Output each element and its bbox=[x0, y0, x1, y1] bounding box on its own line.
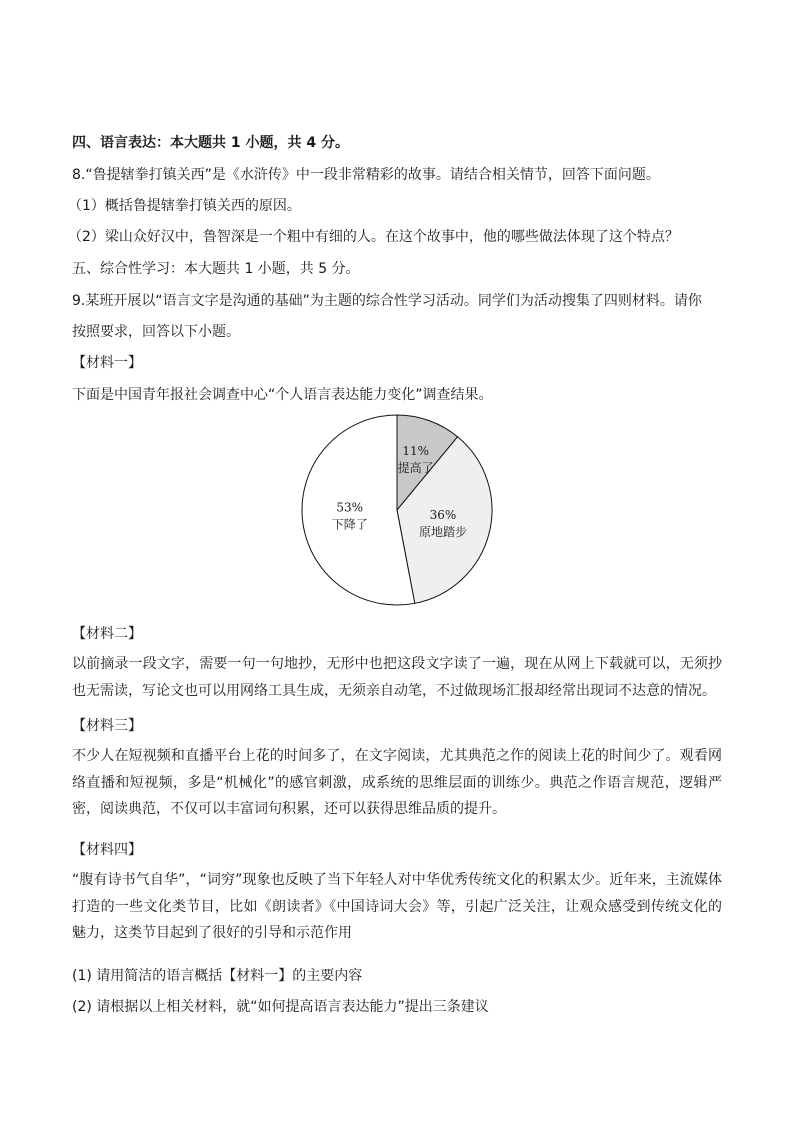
material-3-text: 不少人在短视频和直播平台上花的时间多了，在文字阅读，尤其典范之作的阅读上花的时间少了。观看网络直播和短视频，多是“机械化”的感官刺激，成系统的思维层面的训练少。典范之作语言规范，逻辑严密，阅读典范，不仅可以丰富词句积累，还可以获得思维品质的提升。 bbox=[72, 748, 722, 817]
material-2-title: 【材料二】 bbox=[72, 626, 142, 642]
material-1-intro: 下面是中国青年报社会调查中心“个人语言表达能力变化”调查结果。 bbox=[72, 387, 493, 403]
material-1-title: 【材料一】 bbox=[72, 355, 142, 371]
pie-category-label-1: 提高了 bbox=[397, 461, 434, 476]
material-4-text: “腹有诗书气自华”，“词穷”现象也反映了当下年轻人对中华优秀传统文化的积累太少。近年来，主流媒体打造的一些文化类节目，比如《朗读者》《中国诗词大会》等，引起广泛关注，让观众感受到传统文化的魅力，这类节目起到了很好的引导和示范作用 bbox=[72, 872, 722, 941]
pie-value-label-2: 36% bbox=[429, 507, 457, 522]
question-8-sub-2: （2）梁山众好汉中，鲁智深是一个粗中有细的人。在这个故事中，他的哪些做法体现了这个特点？ bbox=[68, 229, 679, 245]
pie-chart bbox=[300, 413, 494, 607]
question-9-sub-2: (2) 请根据以上相关材料，就“如何提高语言表达能力”提出三条建议 bbox=[72, 999, 489, 1015]
pie-value-label-3: 53% bbox=[336, 500, 364, 515]
pie-category-label-3: 下降了 bbox=[331, 517, 368, 532]
question-9-stem-line-2: 按照要求，回答以下小题。 bbox=[72, 324, 240, 340]
pie-category-label-2: 原地踏步 bbox=[418, 524, 468, 539]
question-9-stem-line-1: 9.某班开展以“语言文字是沟通的基础”为主题的综合性学习活动。同学们为活动搜集了四则材料。请你 bbox=[72, 293, 702, 309]
section-5-heading: 五、综合性学习：本大题共 1 小题，共 5 分。 bbox=[72, 261, 360, 277]
section-4-heading: 四、语言表达：本大题共 1 小题，共 4 分。 bbox=[72, 135, 349, 151]
material-3-title: 【材料三】 bbox=[72, 718, 142, 734]
question-8-stem: 8.“鲁提辖拳打镇关西”是《水浒传》中一段非常精彩的故事。请结合相关情节，回答下面问题。 bbox=[72, 167, 660, 183]
material-4-title: 【材料四】 bbox=[72, 842, 142, 858]
question-8-sub-1: （1）概括鲁提辖拳打镇关西的原因。 bbox=[68, 198, 301, 214]
material-2-text: 以前摘录一段文字，需要一句一句地抄，无形中也把这段文字读了一遍，现在从网上下载就可以，无须抄也无需读，写论文也可以用网络工具生成，无须亲自动笔，不过做现场汇报却经常出现词不达意的情况。 bbox=[72, 656, 722, 699]
question-9-sub-1: (1) 请用简洁的语言概括【材料一】的主要内容 bbox=[72, 968, 363, 984]
pie-value-label-1: 11% bbox=[402, 444, 430, 459]
